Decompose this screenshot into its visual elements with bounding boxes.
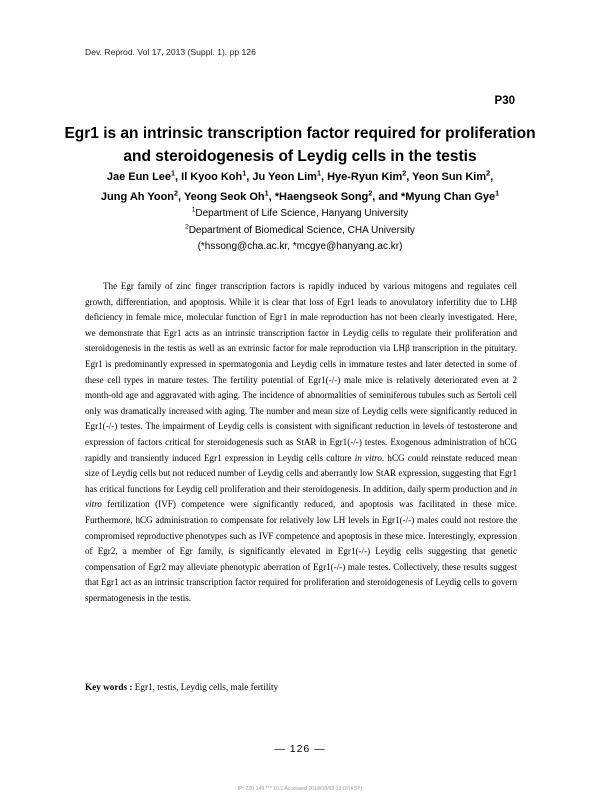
affiliation: $^1$Department of Life Science, Hanyang University [191,206,409,219]
paper-title [60,122,540,168]
contact-emails: (*hssong@cha.ac.kr, *mcgye@hanyang.ac.kr) [197,241,403,252]
author: *Myung Chan Gye$^1$ [400,189,500,203]
affiliation-block [60,206,540,256]
author: Hye-Ryun Kim$^2$, [327,169,413,183]
title-line-1: Egr1 is an intrinsic transcription factor required for proliferation [64,125,536,142]
author-list [60,167,540,207]
abstract-text: The Egr family of zinc finger transcription factors is rapidly induced by various mitogens and regulates cell growth, differentiation, and apoptosis. While it is clear that loss of Egr1 leads to anovulatory infertility due to LHβ deficiency in female mice, molecular function of Egr1 in male reproduction has not been clearly investigated. Here, we demonstrate that Egr1 acts as an intrinsic transcription factor in Leydig cells to regulate their proliferation and steroidogenesis in the testis as well as an extrinsic factor for male reproduction via LHβ transcription in the pituitary. Egr1 is predominantly expressed in spermatogonia and Leydig cells in immature testes and later detected in some of these cell types in mature testes. The fertility potential of Egr1(-/-) male mice is relatively deteriorated even at 2 month-old age and aggravated with aging. The incidence of abnormalities of seminiferous tubules such as Sertoli cell only was dramatically increased with aging. The number and mean size of Leydig cells were significantly reduced in Egr1(-/-) testes. The impairment of Leydig cells is consistent with significant reduction in levels of testosterone and expression of factors critical for steroidogenesis such as StAR in Egr1(-/-) testes. Exogenous administration of hCG rapidly and transiently induced Egr1 expression in Leydig cells culture in vitro. hCG could reinstate reduced mean size of Leydig cells but not reduced number of Leydig cells and aberrantly low StAR expression, suggesting that Egr1 has critical functions for Leydig cell proliferation and their steroidogenesis. In addition, daily sperm production and in vitro fertilization (IVF) competence were significantly reduced, and apoptosis was facilitated in these mice. Furthermore, hCG administration to compensate for relatively low LH levels in Egr1(-/-) males could not restore the compromised reproductive phenotypes such as IVF competence and apoptosis in these mice. Interestingly, expression of Egr2, a member of Egr family, is significantly elevated in Egr1(-/-) Leydig cells suggesting that genetic compensation of Egr2 may alleviate phenotypic aberration of Egr1(-/-) male testes. Collectively, these results suggest that Egr1 act as an intrinsic transcription factor required for proliferation and steroidogenesis of Leydig cells to govern spermatogenesis in the testis. [85,281,518,603]
keywords [85,682,278,692]
author: Ju Yeon Lim$^1$, [252,169,328,183]
title-line-2: and steroidogenesis of Leydig cells in the testis [123,148,477,165]
author: Jae Eun Lee$^1$, [106,169,182,183]
keywords-list: Egr1, testis, Leydig cells, male fertility [134,682,279,692]
author: *Haengseok Song$^2$, and [274,189,401,203]
author: Yeong Seok Oh$^1$, [183,189,275,203]
journal-reference: Dev. Reprod. Vol 17, 2013 (Suppl. 1). pp 126 [85,47,256,57]
author: Il Kyoo Koh$^1$, [181,169,253,183]
affiliation: $^2$Department of Biomedical Science, CHA University [185,223,415,236]
access-watermark: IP: 220.149.*** 10.1 Accessed 2018/08/02 13:07(KST) [237,786,363,792]
keywords-label: Key words : [85,682,133,692]
author: Yeon Sun Kim$^2$, [412,169,494,183]
page-number: — 126 — [274,743,326,755]
poster-id: P30 [494,95,515,107]
author: Jung Ah Yoon$^2$, [100,189,184,203]
